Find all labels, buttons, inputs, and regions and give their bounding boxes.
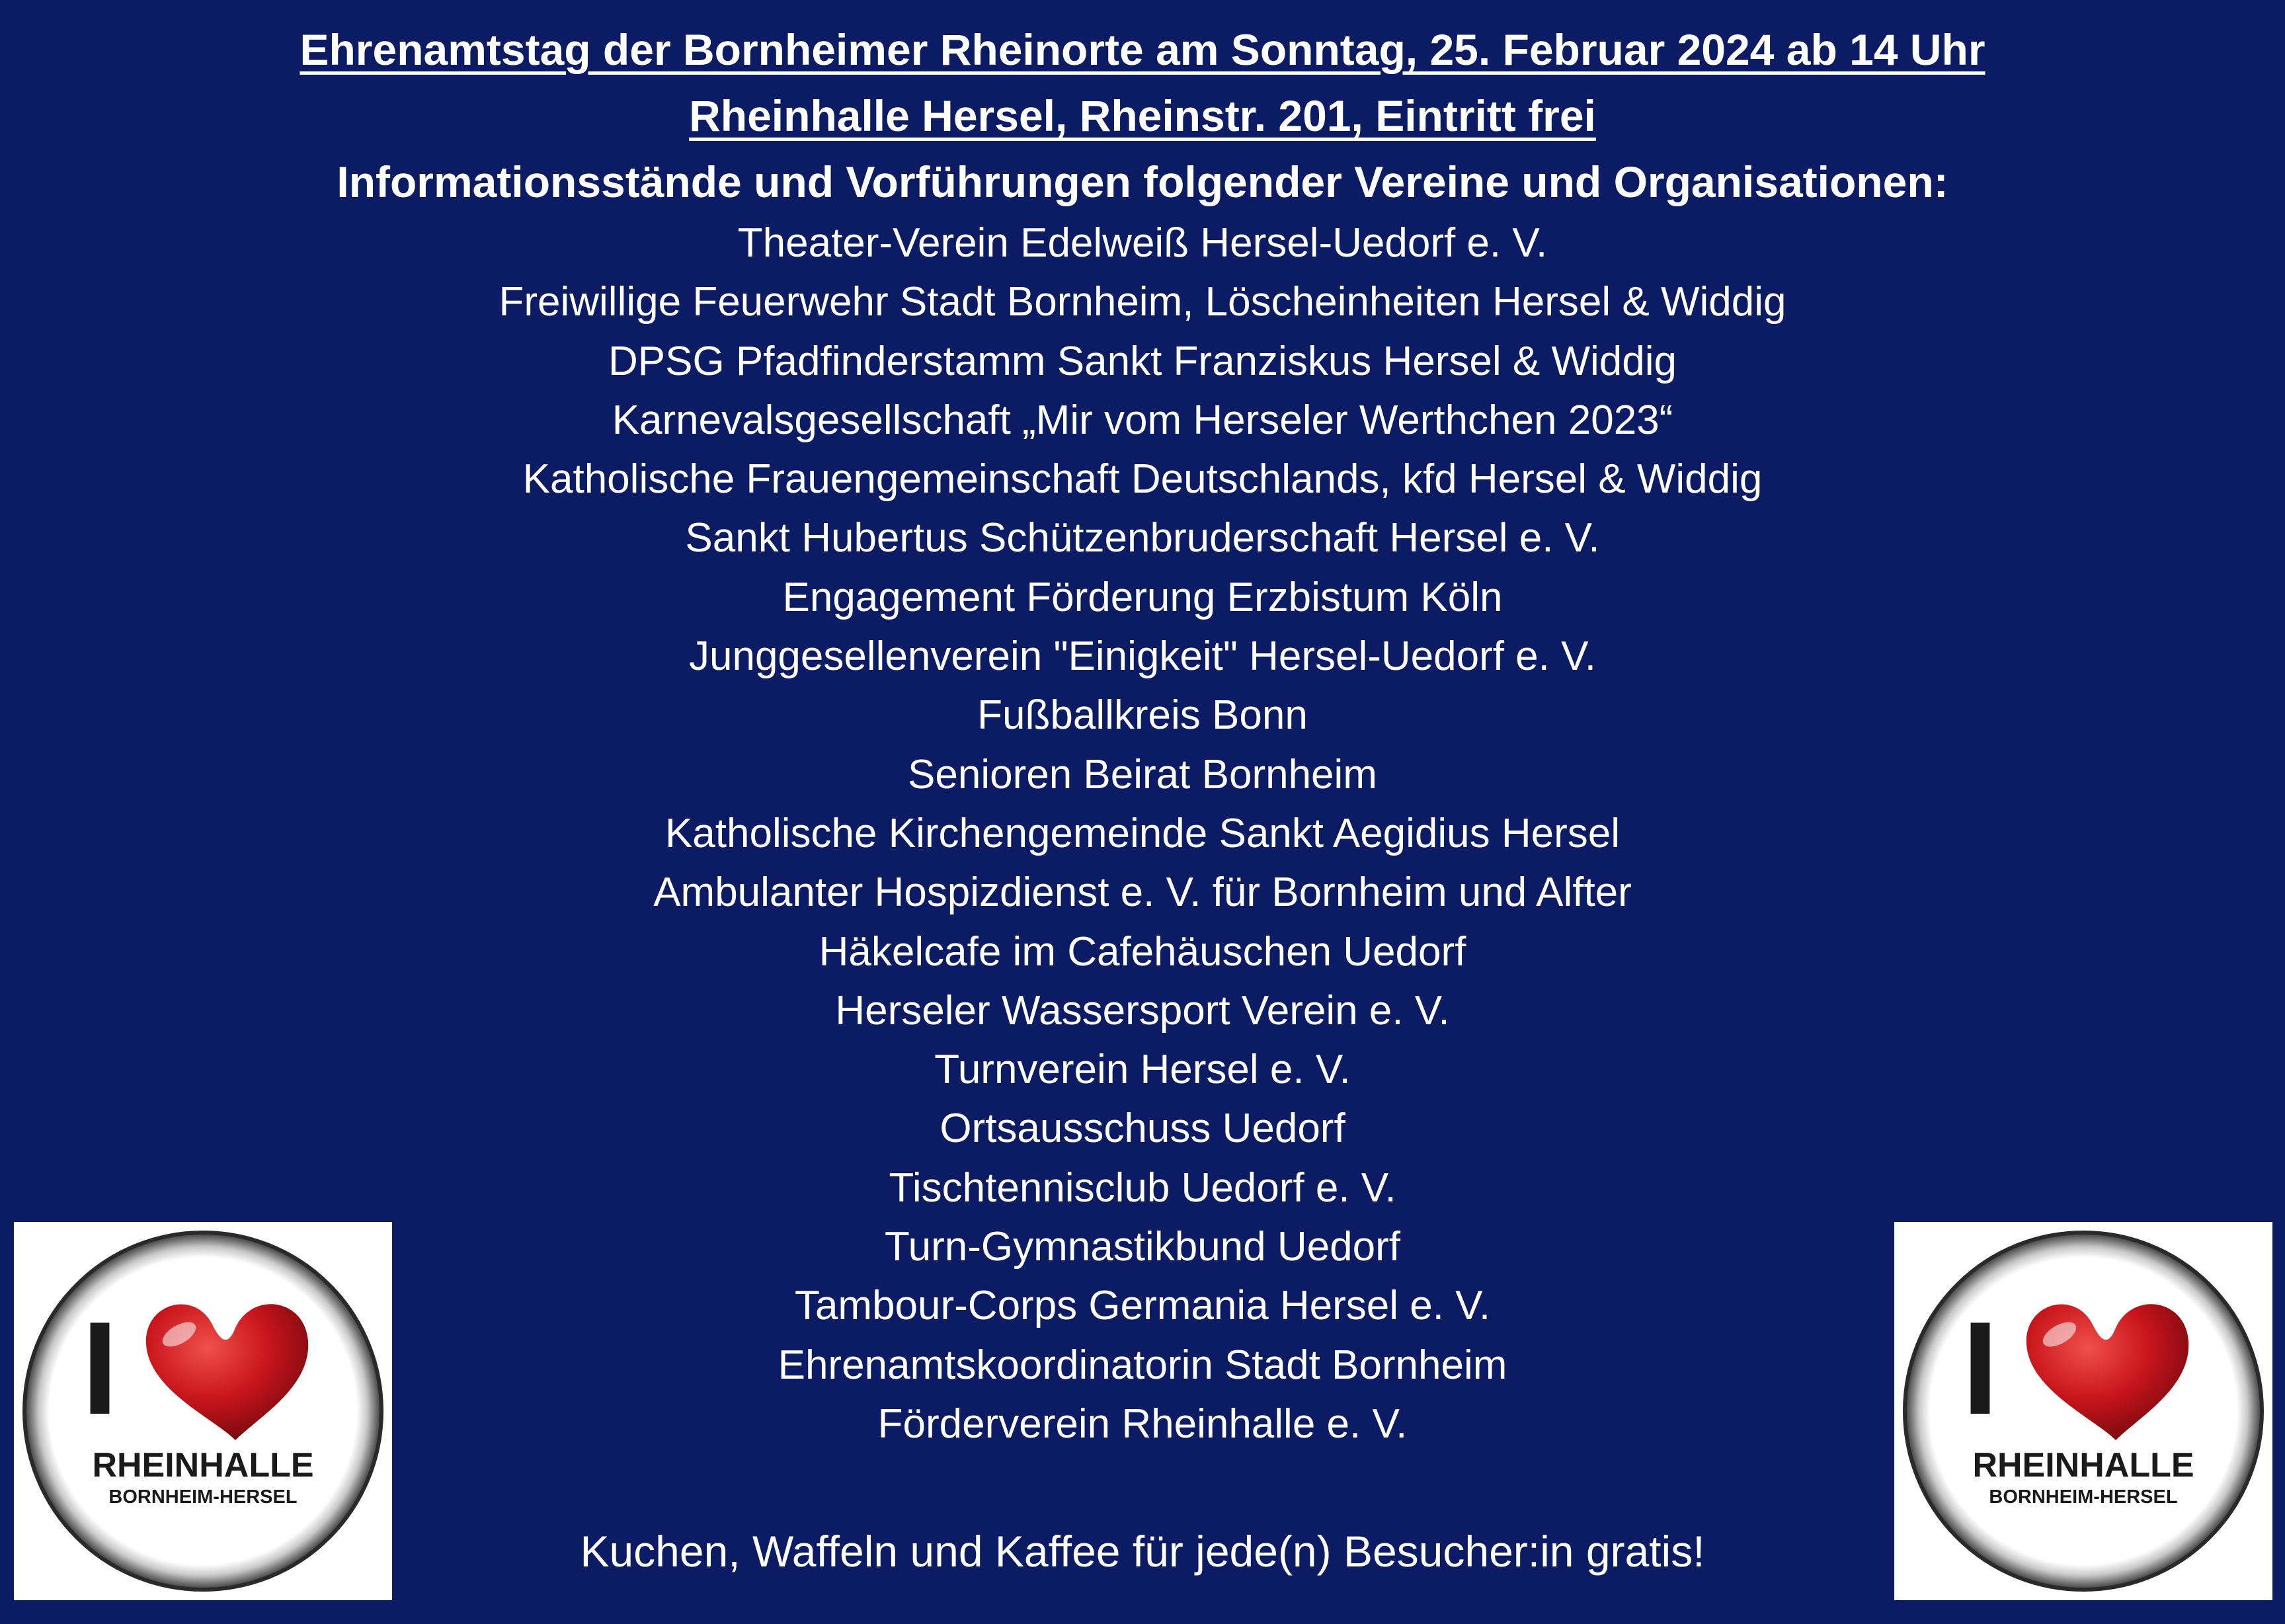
list-item: Förderverein Rheinhalle e. V. (877, 1401, 1408, 1447)
rheinhalle-logo-left (14, 1222, 392, 1600)
event-title: Ehrenamtstag der Bornheimer Rheinorte am Sonntag, 25. Februar 2024 ab 14 Uhr (300, 25, 1985, 74)
list-item: Katholische Kirchengemeinde Sankt Aegidius Hersel (664, 810, 1621, 856)
list-item: Häkelcafe im Cafehäuschen Uedorf (819, 928, 1466, 975)
list-item: Ehrenamtskoordinatorin Stadt Bornheim (778, 1342, 1507, 1388)
list-item: Herseler Wassersport Verein e. V. (835, 987, 1450, 1034)
list-item: Turn-Gymnastikbund Uedorf (885, 1224, 1400, 1270)
logo-title: RHEINHALLE (92, 1446, 314, 1484)
logo-subtitle: BORNHEIM-HERSEL (108, 1486, 298, 1508)
list-item: Freiwillige Feuerwehr Stadt Bornheim, Löscheinheiten Hersel & Widdig (499, 279, 1786, 325)
list-item: Sankt Hubertus Schützenbruderschaft Hersel e. V. (685, 515, 1600, 561)
list-item: Katholische Frauengemeinschaft Deutschlands, kfd Hersel & Widdig (522, 456, 1763, 503)
rheinhalle-logo-right (1894, 1222, 2272, 1600)
list-item: Senioren Beirat Bornheim (908, 751, 1377, 797)
organizations-heading: Informationsstände und Vorführungen folgender Vereine und Organisationen: (337, 157, 1948, 206)
refreshments-note: Kuchen, Waffeln und Kaffee für jede(n) Besucher:in gratis! (580, 1527, 1705, 1576)
list-item: Tischtennisclub Uedorf e. V. (889, 1164, 1396, 1211)
event-location: Rheinhalle Hersel, Rheinstr. 201, Eintritt frei (689, 91, 1596, 140)
logo-subtitle: BORNHEIM-HERSEL (1989, 1486, 2178, 1508)
list-item: Ortsausschuss Uedorf (940, 1106, 1345, 1152)
list-item: Engagement Förderung Erzbistum Köln (782, 574, 1503, 620)
logo-title: RHEINHALLE (1972, 1446, 2194, 1484)
logo-letter: I (81, 1295, 118, 1442)
list-item: Junggesellenverein "Einigkeit" Hersel-Uedorf e. V. (688, 633, 1597, 680)
list-item: DPSG Pfadfinderstamm Sankt Franziskus Hersel & Widdig (608, 338, 1677, 384)
list-item: Ambulanter Hospizdienst e. V. für Bornheim und Alfter (653, 870, 1632, 916)
list-item: Fußballkreis Bonn (977, 692, 1308, 739)
list-item: Karnevalsgesellschaft „Mir vom Herseler Werthchen 2023“ (612, 397, 1673, 443)
list-item: Tambour-Corps Germania Hersel e. V. (794, 1283, 1491, 1329)
logo-letter: I (1962, 1295, 1999, 1442)
list-item: Turnverein Hersel e. V. (934, 1047, 1351, 1093)
list-item: Theater-Verein Edelweiß Hersel-Uedorf e. V. (737, 220, 1548, 266)
